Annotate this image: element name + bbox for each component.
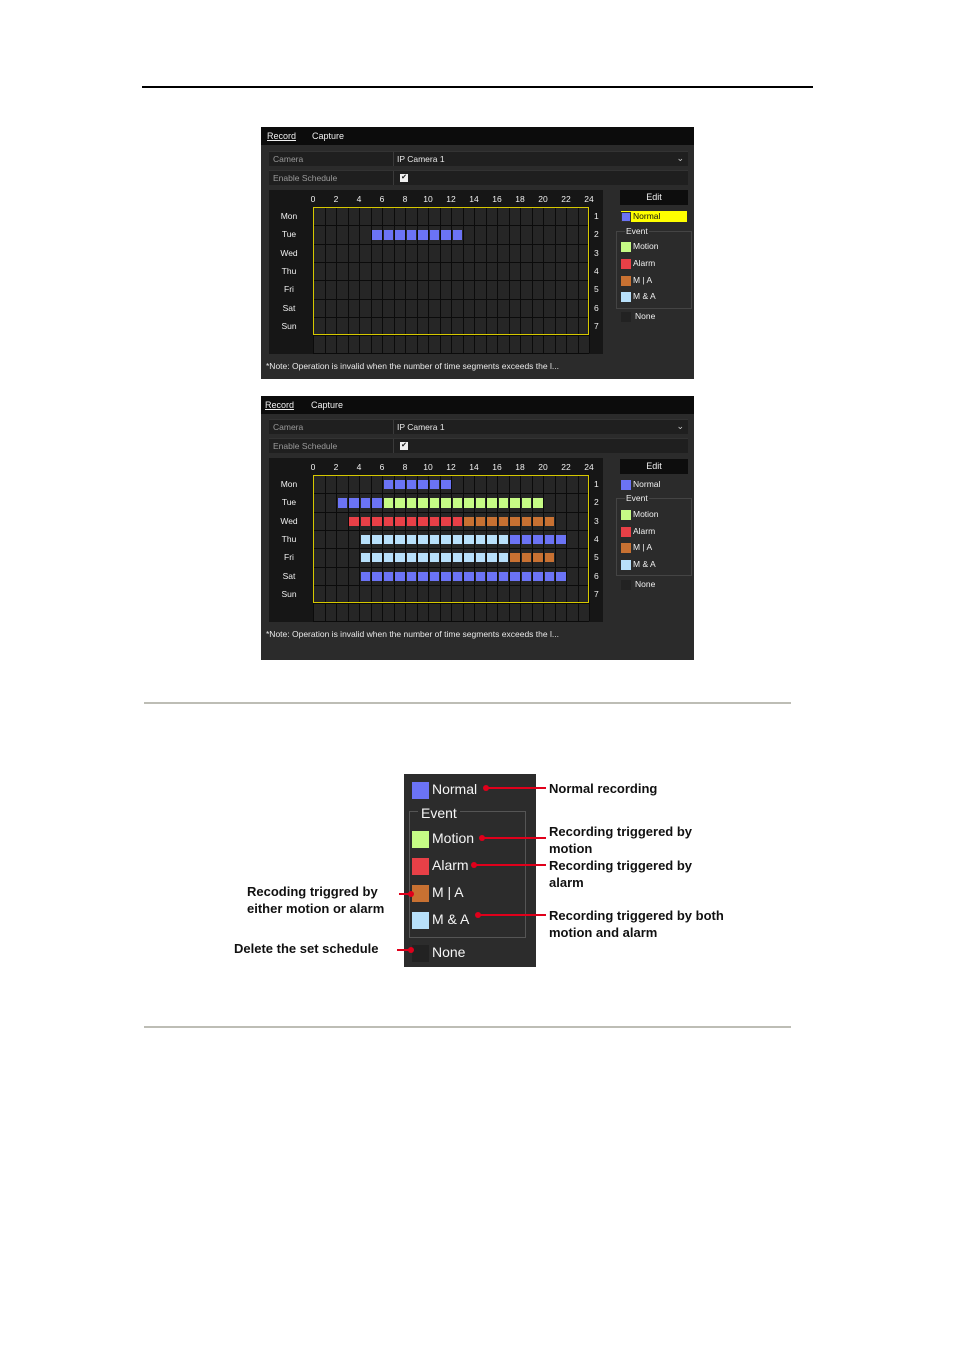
m-or-a-swatch bbox=[621, 543, 631, 553]
schedule-segment-normal[interactable] bbox=[533, 572, 543, 581]
schedule-segment-normal[interactable] bbox=[453, 572, 463, 581]
schedule-segment-motion[interactable] bbox=[522, 498, 532, 507]
day-number[interactable]: 7 bbox=[594, 588, 599, 599]
enable-schedule-label: Enable Schedule bbox=[273, 441, 338, 451]
schedule-segment-m_and_a[interactable] bbox=[487, 535, 497, 544]
schedule-segment-motion[interactable] bbox=[418, 498, 428, 507]
day-label: Fri bbox=[284, 552, 294, 563]
grid-area[interactable] bbox=[313, 475, 589, 621]
schedule-segment-normal[interactable] bbox=[407, 572, 417, 581]
schedule-segment-normal[interactable] bbox=[418, 572, 428, 581]
day-number[interactable]: 2 bbox=[594, 497, 599, 508]
schedule-segment-normal[interactable] bbox=[430, 572, 440, 581]
hour-label: 8 bbox=[402, 194, 408, 204]
hour-label: 4 bbox=[356, 194, 362, 204]
hour-label: 16 bbox=[492, 462, 502, 472]
schedule-segment-normal[interactable] bbox=[372, 230, 382, 239]
legend-m-and-a-label: M & A bbox=[633, 559, 656, 569]
schedule-segment-motion[interactable] bbox=[533, 498, 543, 507]
legend-alarm[interactable] bbox=[621, 526, 655, 537]
schedule-segment-m_and_a[interactable] bbox=[430, 553, 440, 562]
schedule-segment-m_or_a[interactable] bbox=[499, 517, 509, 526]
grid-area[interactable] bbox=[313, 207, 589, 353]
schedule-segment-m_and_a[interactable] bbox=[395, 553, 405, 562]
grid-line bbox=[313, 335, 589, 336]
hour-label: 6 bbox=[379, 462, 385, 472]
schedule-segment-normal[interactable] bbox=[418, 230, 428, 239]
day-label: Sun bbox=[281, 588, 297, 599]
event-title: Event bbox=[626, 226, 648, 236]
camera-select[interactable]: IP Camera 1 bbox=[397, 422, 445, 432]
schedule-segment-m_and_a[interactable] bbox=[499, 535, 509, 544]
schedule-segment-alarm[interactable] bbox=[407, 517, 417, 526]
tab-bar bbox=[261, 127, 694, 145]
schedule-segment-m_or_a[interactable] bbox=[476, 517, 486, 526]
schedule-segment-normal[interactable] bbox=[556, 572, 566, 581]
day-label: Wed bbox=[280, 247, 298, 258]
schedule-segment-normal[interactable] bbox=[372, 498, 382, 507]
day-number[interactable]: 5 bbox=[594, 552, 599, 563]
hour-label: 14 bbox=[469, 194, 479, 204]
schedule-segment-m_or_a[interactable] bbox=[464, 517, 474, 526]
note-text: *Note: Operation is invalid when the number of time segments exceeds the l... bbox=[266, 629, 559, 639]
legend-m-and-a bbox=[412, 911, 469, 929]
m-and-a-swatch bbox=[621, 560, 631, 570]
day-label: Sat bbox=[282, 302, 296, 313]
schedule-segment-alarm[interactable] bbox=[453, 517, 463, 526]
schedule-segment-m_and_a[interactable] bbox=[384, 553, 394, 562]
legend-m-or-a-label: M | A bbox=[633, 275, 653, 285]
legend-none bbox=[412, 944, 465, 962]
divider-top bbox=[144, 702, 791, 704]
legend-alarm-label: Alarm bbox=[633, 258, 656, 268]
schedule-segment-normal[interactable] bbox=[395, 230, 405, 239]
hour-label: 2 bbox=[333, 462, 339, 472]
camera-row bbox=[269, 151, 688, 166]
day-label: Wed bbox=[280, 515, 298, 526]
schedule-segment-m_and_a[interactable] bbox=[361, 535, 371, 544]
schedule-segment-motion[interactable] bbox=[441, 498, 451, 507]
schedule-segment-alarm[interactable] bbox=[384, 517, 394, 526]
hour-label: 10 bbox=[423, 462, 433, 472]
legend-none-label: None bbox=[635, 311, 656, 321]
annotation-dot bbox=[471, 862, 477, 868]
schedule-segment-m_or_a[interactable] bbox=[522, 553, 532, 562]
schedule-segment-m_or_a[interactable] bbox=[510, 553, 520, 562]
schedule-segment-normal[interactable] bbox=[441, 480, 451, 489]
alarm-swatch bbox=[621, 259, 631, 269]
legend-motion[interactable] bbox=[621, 509, 659, 520]
schedule-segment-motion[interactable] bbox=[407, 498, 417, 507]
schedule-segment-m_and_a[interactable] bbox=[464, 535, 474, 544]
schedule-segment-m_and_a[interactable] bbox=[395, 535, 405, 544]
hour-label: 20 bbox=[538, 194, 548, 204]
annotation-line-m-and-a bbox=[478, 914, 546, 916]
schedule-segment-alarm[interactable] bbox=[361, 517, 371, 526]
day-number[interactable]: 3 bbox=[594, 515, 599, 526]
hour-label: 18 bbox=[515, 462, 525, 472]
schedule-segment-normal[interactable] bbox=[407, 230, 417, 239]
edit-button[interactable]: Edit bbox=[620, 459, 688, 474]
legend-motion[interactable] bbox=[621, 241, 659, 252]
annotation-dot bbox=[408, 947, 414, 953]
annotation-normal: Normal recording bbox=[549, 781, 658, 796]
record-schedule-panel-1 bbox=[261, 127, 694, 379]
schedule-segment-normal[interactable] bbox=[522, 572, 532, 581]
divider-bottom bbox=[144, 1026, 791, 1028]
normal-swatch bbox=[621, 480, 631, 490]
schedule-segment-m_and_a[interactable] bbox=[499, 553, 509, 562]
schedule-segment-motion[interactable] bbox=[384, 498, 394, 507]
annotation-line-alarm bbox=[474, 864, 546, 866]
schedule-segment-m_or_a[interactable] bbox=[545, 517, 555, 526]
alarm-swatch bbox=[412, 858, 429, 875]
grid-line bbox=[589, 475, 590, 621]
legend-alarm bbox=[412, 857, 469, 875]
schedule-segment-motion[interactable] bbox=[499, 498, 509, 507]
annotation-dot bbox=[483, 785, 489, 791]
annotation-dot bbox=[408, 891, 414, 897]
legend-closeup bbox=[404, 774, 536, 967]
tab-record[interactable]: Record bbox=[267, 131, 297, 141]
hour-label: 4 bbox=[356, 462, 362, 472]
day-number[interactable]: 6 bbox=[594, 302, 599, 313]
schedule-segment-normal[interactable] bbox=[441, 230, 451, 239]
schedule-segment-m_and_a[interactable] bbox=[464, 553, 474, 562]
edit-button[interactable]: Edit bbox=[620, 190, 688, 205]
m-or-a-swatch bbox=[621, 276, 631, 286]
schedule-segment-m_and_a[interactable] bbox=[453, 535, 463, 544]
legend-none-label: None bbox=[635, 579, 656, 589]
m-and-a-swatch bbox=[412, 912, 429, 929]
legend-normal[interactable] bbox=[621, 211, 687, 222]
day-number[interactable]: 4 bbox=[594, 533, 599, 544]
schedule-segment-motion[interactable] bbox=[430, 498, 440, 507]
schedule-segment-alarm[interactable] bbox=[418, 517, 428, 526]
hour-label: 16 bbox=[492, 194, 502, 204]
legend-normal-label: Normal bbox=[633, 479, 661, 489]
legend-motion-label: Motion bbox=[633, 241, 659, 251]
schedule-segment-m_and_a[interactable] bbox=[407, 553, 417, 562]
schedule-segment-normal[interactable] bbox=[395, 480, 405, 489]
m-or-a-swatch bbox=[412, 885, 429, 902]
schedule-segment-m_or_a[interactable] bbox=[533, 517, 543, 526]
schedule-segment-m_and_a[interactable] bbox=[441, 535, 451, 544]
schedule-segment-m_and_a[interactable] bbox=[372, 535, 382, 544]
schedule-segment-motion[interactable] bbox=[395, 498, 405, 507]
chevron-down-icon[interactable]: ⌄ bbox=[676, 153, 684, 163]
annotation-line-motion bbox=[482, 837, 546, 839]
legend-normal-label: Normal bbox=[432, 781, 478, 797]
legend-alarm[interactable] bbox=[621, 258, 655, 269]
day-number[interactable]: 1 bbox=[594, 479, 599, 489]
day-number[interactable]: 4 bbox=[594, 265, 599, 276]
schedule-segment-normal[interactable] bbox=[407, 480, 417, 489]
annotation-none: Delete the set schedule bbox=[234, 941, 379, 956]
legend-m-or-a[interactable] bbox=[621, 542, 652, 553]
legend-none[interactable] bbox=[621, 311, 655, 322]
schedule-segment-m_and_a[interactable] bbox=[361, 553, 371, 562]
legend-m-or-a-label: M | A bbox=[633, 542, 653, 552]
schedule-segment-motion[interactable] bbox=[464, 498, 474, 507]
schedule-segment-normal[interactable] bbox=[395, 572, 405, 581]
schedule-segment-m_and_a[interactable] bbox=[430, 535, 440, 544]
grid-line bbox=[589, 207, 590, 353]
tab-record[interactable]: Record bbox=[265, 400, 295, 410]
legend-none-label: None bbox=[432, 944, 466, 960]
event-title: Event bbox=[626, 493, 648, 503]
legend-motion bbox=[412, 830, 474, 848]
day-label: Mon bbox=[280, 479, 298, 489]
legend-m-and-a-label: M & A bbox=[432, 911, 470, 927]
schedule-segment-m_and_a[interactable] bbox=[476, 553, 486, 562]
legend-m-or-a[interactable] bbox=[621, 275, 652, 286]
schedule-segment-m_and_a[interactable] bbox=[384, 535, 394, 544]
hour-label: 22 bbox=[561, 462, 571, 472]
schedule-segment-m_and_a[interactable] bbox=[372, 553, 382, 562]
schedule-segment-motion[interactable] bbox=[453, 498, 463, 507]
schedule-segment-normal[interactable] bbox=[487, 572, 497, 581]
hour-label: 0 bbox=[310, 194, 316, 204]
day-number[interactable]: 5 bbox=[594, 284, 599, 295]
annotation-dot bbox=[475, 912, 481, 918]
day-number[interactable]: 2 bbox=[594, 229, 599, 240]
schedule-segment-m_and_a[interactable] bbox=[418, 553, 428, 562]
schedule-segment-m_and_a[interactable] bbox=[441, 553, 451, 562]
annotation-m-and-a: Recording triggered by both motion and alarm bbox=[549, 908, 724, 940]
schedule-segment-normal[interactable] bbox=[418, 480, 428, 489]
annotation-motion: Recording triggered by motion bbox=[549, 824, 693, 856]
hour-label: 10 bbox=[423, 194, 433, 204]
legend-alarm-label: Alarm bbox=[432, 857, 469, 873]
schedule-grid[interactable] bbox=[269, 190, 603, 354]
hour-label: 22 bbox=[561, 194, 571, 204]
legend-normal[interactable] bbox=[621, 479, 660, 490]
annotation-alarm: Recording triggered by alarm bbox=[549, 858, 693, 890]
motion-swatch bbox=[621, 242, 631, 252]
day-number[interactable]: 7 bbox=[594, 320, 599, 331]
schedule-segment-normal[interactable] bbox=[476, 572, 486, 581]
schedule-segment-normal[interactable] bbox=[499, 572, 509, 581]
day-label: Tue bbox=[281, 229, 297, 240]
grid-line bbox=[313, 621, 589, 622]
legend-normal-label: Normal bbox=[633, 211, 661, 221]
enable-schedule-checkbox[interactable]: ✔ bbox=[401, 174, 407, 181]
enable-schedule-row bbox=[269, 438, 688, 453]
hour-label: 12 bbox=[446, 462, 456, 472]
schedule-segment-m_and_a[interactable] bbox=[476, 535, 486, 544]
motion-swatch bbox=[621, 510, 631, 520]
enable-schedule-row bbox=[269, 170, 688, 185]
schedule-segment-alarm[interactable] bbox=[372, 517, 382, 526]
schedule-segment-normal[interactable] bbox=[384, 480, 394, 489]
legend-m-and-a-label: M & A bbox=[633, 291, 656, 301]
tab-capture[interactable]: Capture bbox=[311, 400, 344, 410]
hour-label: 14 bbox=[469, 462, 479, 472]
legend-m-and-a[interactable] bbox=[621, 291, 656, 302]
tab-bar bbox=[261, 396, 694, 414]
selection-frame bbox=[313, 207, 589, 335]
schedule-segment-normal[interactable] bbox=[361, 572, 371, 581]
motion-swatch bbox=[412, 831, 429, 848]
schedule-segment-normal[interactable] bbox=[361, 498, 371, 507]
normal-swatch bbox=[412, 782, 429, 799]
day-label: Sun bbox=[281, 320, 297, 331]
tab-capture[interactable]: Capture bbox=[312, 131, 345, 141]
day-number[interactable]: 1 bbox=[594, 211, 599, 221]
hour-label: 20 bbox=[538, 462, 548, 472]
schedule-segment-motion[interactable] bbox=[476, 498, 486, 507]
chevron-down-icon[interactable]: ⌄ bbox=[676, 421, 684, 431]
schedule-segment-normal[interactable] bbox=[372, 572, 382, 581]
legend-m-or-a-label: M | A bbox=[432, 884, 464, 900]
grid-line bbox=[313, 603, 589, 604]
hour-label: 8 bbox=[402, 462, 408, 472]
annotation-m-or-a: Recoding triggred by either motion or alarm bbox=[247, 884, 385, 916]
note-text: *Note: Operation is invalid when the number of time segments exceeds the l... bbox=[266, 361, 559, 371]
schedule-segment-m_or_a[interactable] bbox=[533, 553, 543, 562]
schedule-segment-normal[interactable] bbox=[510, 572, 520, 581]
schedule-segment-normal[interactable] bbox=[464, 572, 474, 581]
m-and-a-swatch bbox=[621, 292, 631, 302]
schedule-segment-alarm[interactable] bbox=[395, 517, 405, 526]
hour-label: 18 bbox=[515, 194, 525, 204]
event-title: Event bbox=[418, 805, 460, 821]
camera-label: Camera bbox=[273, 422, 304, 432]
annotation-line-normal bbox=[486, 787, 546, 789]
schedule-segment-m_and_a[interactable] bbox=[418, 535, 428, 544]
alarm-swatch bbox=[621, 527, 631, 537]
none-swatch bbox=[412, 945, 429, 962]
annotation-dot bbox=[479, 835, 485, 841]
legend-m-or-a bbox=[412, 884, 464, 902]
schedule-segment-normal[interactable] bbox=[338, 498, 348, 507]
normal-swatch bbox=[621, 212, 631, 222]
schedule-segment-m_and_a[interactable] bbox=[453, 553, 463, 562]
record-schedule-panel-2 bbox=[261, 396, 694, 660]
schedule-segment-normal[interactable] bbox=[384, 230, 394, 239]
legend-alarm-label: Alarm bbox=[633, 526, 656, 536]
schedule-segment-normal[interactable] bbox=[441, 572, 451, 581]
day-number[interactable]: 3 bbox=[594, 247, 599, 258]
legend-m-and-a[interactable] bbox=[621, 559, 656, 570]
day-label: Thu bbox=[281, 265, 297, 276]
schedule-segment-normal[interactable] bbox=[384, 572, 394, 581]
schedule-segment-m_or_a[interactable] bbox=[510, 517, 520, 526]
schedule-segment-normal[interactable] bbox=[522, 535, 532, 544]
enable-schedule-checkbox[interactable]: ✔ bbox=[401, 442, 407, 449]
none-swatch bbox=[621, 580, 631, 590]
schedule-segment-alarm[interactable] bbox=[349, 517, 359, 526]
legend-motion-label: Motion bbox=[432, 830, 475, 846]
schedule-segment-m_or_a[interactable] bbox=[487, 517, 497, 526]
schedule-segment-normal[interactable] bbox=[430, 480, 440, 489]
schedule-segment-normal[interactable] bbox=[556, 535, 566, 544]
hour-label: 24 bbox=[584, 462, 594, 472]
day-number[interactable]: 6 bbox=[594, 570, 599, 581]
hour-label: 0 bbox=[310, 462, 316, 472]
camera-label: Camera bbox=[273, 154, 304, 164]
schedule-segment-m_or_a[interactable] bbox=[545, 553, 555, 562]
hour-label: 6 bbox=[379, 194, 385, 204]
none-swatch bbox=[621, 312, 631, 322]
grid-line bbox=[313, 353, 589, 354]
schedule-grid[interactable] bbox=[269, 458, 603, 622]
schedule-segment-alarm[interactable] bbox=[441, 517, 451, 526]
schedule-segment-normal[interactable] bbox=[349, 498, 359, 507]
schedule-segment-m_and_a[interactable] bbox=[487, 553, 497, 562]
header-rule bbox=[142, 86, 813, 88]
schedule-segment-m_and_a[interactable] bbox=[407, 535, 417, 544]
schedule-segment-normal[interactable] bbox=[510, 535, 520, 544]
camera-row bbox=[269, 419, 688, 434]
schedule-segment-normal[interactable] bbox=[453, 230, 463, 239]
schedule-segment-motion[interactable] bbox=[510, 498, 520, 507]
hour-label: 24 bbox=[584, 194, 594, 204]
day-label: Sat bbox=[282, 570, 296, 581]
day-label: Fri bbox=[284, 284, 294, 295]
enable-schedule-label: Enable Schedule bbox=[273, 173, 338, 183]
hour-label: 2 bbox=[333, 194, 339, 204]
schedule-segment-normal[interactable] bbox=[533, 535, 543, 544]
hour-label: 12 bbox=[446, 194, 456, 204]
schedule-segment-alarm[interactable] bbox=[430, 517, 440, 526]
legend-none[interactable] bbox=[621, 579, 655, 590]
day-label: Thu bbox=[281, 533, 297, 544]
legend-motion-label: Motion bbox=[633, 509, 659, 519]
schedule-segment-normal[interactable] bbox=[545, 535, 555, 544]
day-label: Mon bbox=[280, 211, 298, 221]
legend-normal bbox=[412, 781, 477, 799]
schedule-segment-normal[interactable] bbox=[545, 572, 555, 581]
camera-select[interactable]: IP Camera 1 bbox=[397, 154, 445, 164]
schedule-segment-normal[interactable] bbox=[430, 230, 440, 239]
schedule-segment-motion[interactable] bbox=[487, 498, 497, 507]
day-label: Tue bbox=[281, 497, 297, 508]
schedule-segment-m_or_a[interactable] bbox=[522, 517, 532, 526]
